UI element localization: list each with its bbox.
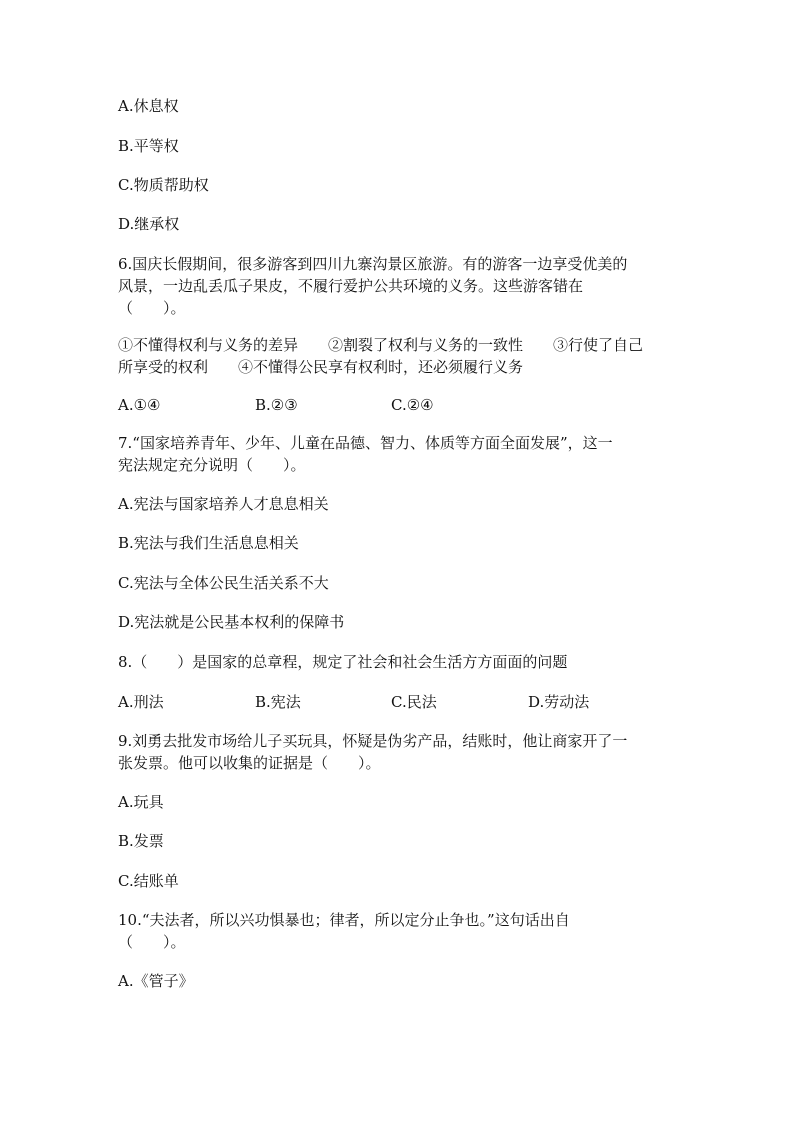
q8-option-d: D.劳动法 [528,693,590,711]
q10-stem-line1: 10.“夫法者，所以兴功惧暴也；律者，所以定分止争也。”这句话出自 [118,911,570,929]
q6-statements-line2: 所享受的权利 ④不懂得公民享有权利时，还必须履行义务 [118,358,524,376]
q10-option-a: A.《管子》 [118,972,194,990]
q7-option-b: B.宪法与我们生活息息相关 [118,534,299,552]
q7-option-d: D.宪法就是公民基本权利的保障书 [118,613,345,631]
q5-option-a: A.休息权 [118,97,179,115]
q9-option-c: C.结账单 [118,872,179,890]
q6-option-c: C.②④ [391,396,434,414]
q9-stem-line2: 张发票。他可以收集的证据是（ ）。 [118,754,381,772]
q5-option-b: B.平等权 [118,137,179,155]
q7-stem-line2: 宪法规定充分说明（ ）。 [118,456,306,474]
q9-stem-line1: 9.刘勇去批发市场给儿子买玩具，怀疑是伪劣产品，结账时，他让商家开了一 [118,732,628,750]
q8-option-c: C.民法 [391,693,437,711]
q6-option-b: B.②③ [255,396,298,414]
q8-stem: 8.（ ）是国家的总章程，规定了社会和社会生活方方面面的问题 [118,653,568,671]
q6-stem-line1: 6.国庆长假期间，很多游客到四川九寨沟景区旅游。有的游客一边享受优美的 [118,255,628,273]
q5-option-d: D.继承权 [118,215,180,233]
q8-option-b: B.宪法 [255,693,301,711]
q6-stem-line3: （ ）。 [118,299,186,317]
q7-option-c: C.宪法与全体公民生活关系不大 [118,574,329,592]
q5-option-c: C.物质帮助权 [118,176,209,194]
q9-option-b: B.发票 [118,832,164,850]
q10-stem-line2: （ ）。 [118,933,186,951]
q7-option-a: A.宪法与国家培养人才息息相关 [118,495,329,513]
q6-statements-line1: ①不懂得权利与义务的差异 ②割裂了权利与义务的一致性 ③行使了自己 [118,336,644,354]
q6-stem-line2: 风景，一边乱丢瓜子果皮，不履行爱护公共环境的义务。这些游客错在 [118,277,584,295]
q7-stem-line1: 7.“国家培养青年、少年、儿童在品德、智力、体质等方面全面发展”，这一 [118,434,613,452]
q6-option-a: A.①④ [118,396,161,414]
q9-option-a: A.玩具 [118,793,164,811]
q8-option-a: A.刑法 [118,693,164,711]
